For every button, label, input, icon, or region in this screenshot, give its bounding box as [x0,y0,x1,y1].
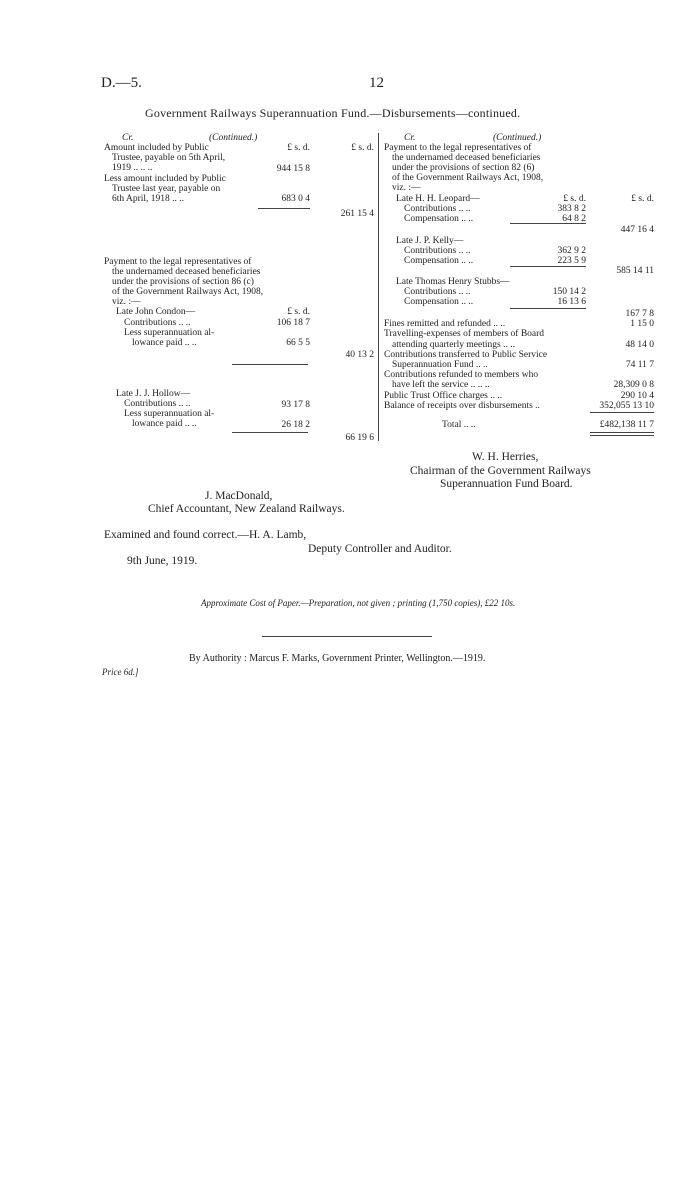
hollow-less-2: lowance paid .. .. [132,419,197,429]
leopard-p-label: Compensation .. .. [404,214,474,224]
authority-line: By Authority : Marcus F. Marks, Government Printer, Wellington.—1919. [189,653,486,664]
less-value: 683 0 4 [281,194,310,204]
kelly-c: 362 9 2 [557,246,586,256]
travel-label-1: Travelling-expenses of members of Board [384,329,545,339]
leopard-p: 64 8 2 [562,214,586,224]
right-payment-line-5: viz. :— [392,183,421,193]
hollow-name: Late J. J. Hollow— [116,389,191,399]
right-cr: Cr. [404,133,416,143]
left-payment-line-1: Payment to the legal representatives of [104,257,252,267]
condon-less-value: 66 5 5 [286,338,310,348]
balance-label: Balance of receipts over disbursements .. [384,401,540,411]
refund-label-2: have left the service .. .. .. [392,380,490,390]
right-head-inner: £ s. d. [563,194,586,204]
total-rule [590,412,654,413]
hollow-less-1: Less superannuation al- [124,409,215,419]
right-payment-line-3: under the provisions of section 82 (6) [392,163,535,173]
right-payment-line-4: of the Government Railways Act, 1908, [392,173,544,183]
hollow-contrib-label: Contributions .. .. [124,399,191,409]
total-label: Total .. .. [442,420,476,430]
trust-value: 290 10 4 [620,391,654,401]
balance-value: 352,055 13 10 [599,401,654,411]
transfer-value: 74 11 7 [625,360,654,370]
leopard-name: Late H. H. Leopard— [396,194,480,204]
signature-herries-title-2: Superannuation Fund Board. [440,478,573,490]
condon-less-1: Less superannuation al- [124,328,215,338]
hollow-less-value: 26 18 2 [281,420,310,430]
auditor-title: Deputy Controller and Auditor. [308,543,452,555]
less-line-1: Less amount included by Public [104,174,226,184]
refund-value: 28,309 0 8 [613,380,654,390]
leopard-total: 447 16 4 [620,225,654,235]
condon-net: 40 13 2 [345,350,374,360]
fines-value: 1 15 0 [630,319,654,329]
page-title: Government Railways Superannuation Fund.—Disbursements—continued. [145,106,521,120]
left-col-head-inner: £ s. d. [287,143,310,153]
page-number: 12 [369,75,384,91]
condon-name: Late John Condon— [116,307,196,317]
stubbs-c: 150 14 2 [552,287,586,297]
refund-label-1: Contributions refunded to members who [384,370,539,380]
document-reference: D.—5. [101,75,142,91]
condon-less-2: lowance paid .. .. [132,338,197,348]
left-payment-line-5: viz. :— [112,297,141,307]
date-line: 9th June, 1919. [127,555,198,567]
right-payment-line-2: the undernamed deceased beneficiaries [392,153,541,163]
right-payment-line-1: Payment to the legal representatives of [384,143,532,153]
kelly-p-label: Compensation .. .. [404,256,474,266]
condon-contrib: 106 18 7 [276,318,310,328]
left-payment-line-2: the undernamed deceased beneficiaries [112,267,261,277]
left-continued: (Continued.) [209,133,258,143]
amount-line-1: Amount included by Public [104,143,209,153]
amount-value: 944 15 8 [276,164,310,174]
left-payment-line-3: under the provisions of section 86 (c) [112,277,254,287]
left-payment-line-4: of the Government Railways Act, 1908, [112,287,264,297]
stubbs-p-label: Compensation .. .. [404,297,474,307]
fines-label: Fines remitted and refunded .. .. [384,319,506,329]
travel-value: 48 14 0 [625,340,654,350]
transfer-label-2: Superannuation Fund .. .. [392,360,488,370]
leopard-c: 383 8 2 [557,204,586,214]
trust-label: Public Trust Office charges .. .. [384,391,503,401]
kelly-total: 585 14 11 [616,266,654,276]
travel-label-2: attending quarterly meetings .. .. [392,340,515,350]
condon-head: £ s. d. [287,307,310,317]
right-continued: (Continued.) [493,133,542,143]
cost-note: Approximate Cost of Paper.—Preparation, not given ; printing (1,750 copies), £22 10s. [201,598,516,608]
examined-line: Examined and found correct.—H. A. Lamb, [104,529,307,541]
total-double-rule [590,435,654,436]
leopard-c-label: Contributions .. .. [404,204,471,214]
net-value: 261 15 4 [340,209,374,219]
signature-macdonald-title: Chief Accountant, New Zealand Railways. [148,503,345,515]
hollow-contrib: 93 17 8 [281,400,310,410]
subtotal-rule [510,308,586,309]
less-line-3: 6th April, 1918 .. .. [112,194,185,204]
less-line-2: Trustee last year, payable on [112,184,221,194]
amount-line-3: 1919 .. .. .. [112,163,153,173]
price-note: Price 6d.] [102,667,139,677]
footer-rule [262,636,432,637]
subtotal-rule [510,266,586,267]
signature-herries-name: W. H. Herries, [472,451,539,463]
signature-macdonald-name: J. MacDonald, [205,490,273,502]
signature-herries-title-1: Chairman of the Government Railways [410,465,591,477]
subtotal-rule [232,432,308,433]
total-value: £482,138 11 7 [599,420,654,430]
kelly-c-label: Contributions .. .. [404,246,471,256]
transfer-label-1: Contributions transferred to Public Service [384,350,548,360]
right-head-outer: £ s. d. [631,194,654,204]
stubbs-total: 167 7 8 [625,309,654,319]
kelly-p: 223 5 9 [557,256,586,266]
subtotal-rule [232,364,308,365]
stubbs-p: 16 13 6 [557,297,586,307]
kelly-name: Late J. P. Kelly— [396,236,464,246]
total-double-rule [590,432,654,433]
stubbs-c-label: Contributions .. .. [404,287,471,297]
column-divider [378,133,379,441]
condon-contrib-label: Contributions .. .. [124,318,191,328]
amount-line-2: Trustee, payable on 5th April, [112,153,226,163]
stubbs-name: Late Thomas Henry Stubbs— [396,277,510,287]
left-cr: Cr. [122,133,134,143]
left-col-head-outer: £ s. d. [351,143,374,153]
hollow-net: 66 19 6 [345,433,374,443]
